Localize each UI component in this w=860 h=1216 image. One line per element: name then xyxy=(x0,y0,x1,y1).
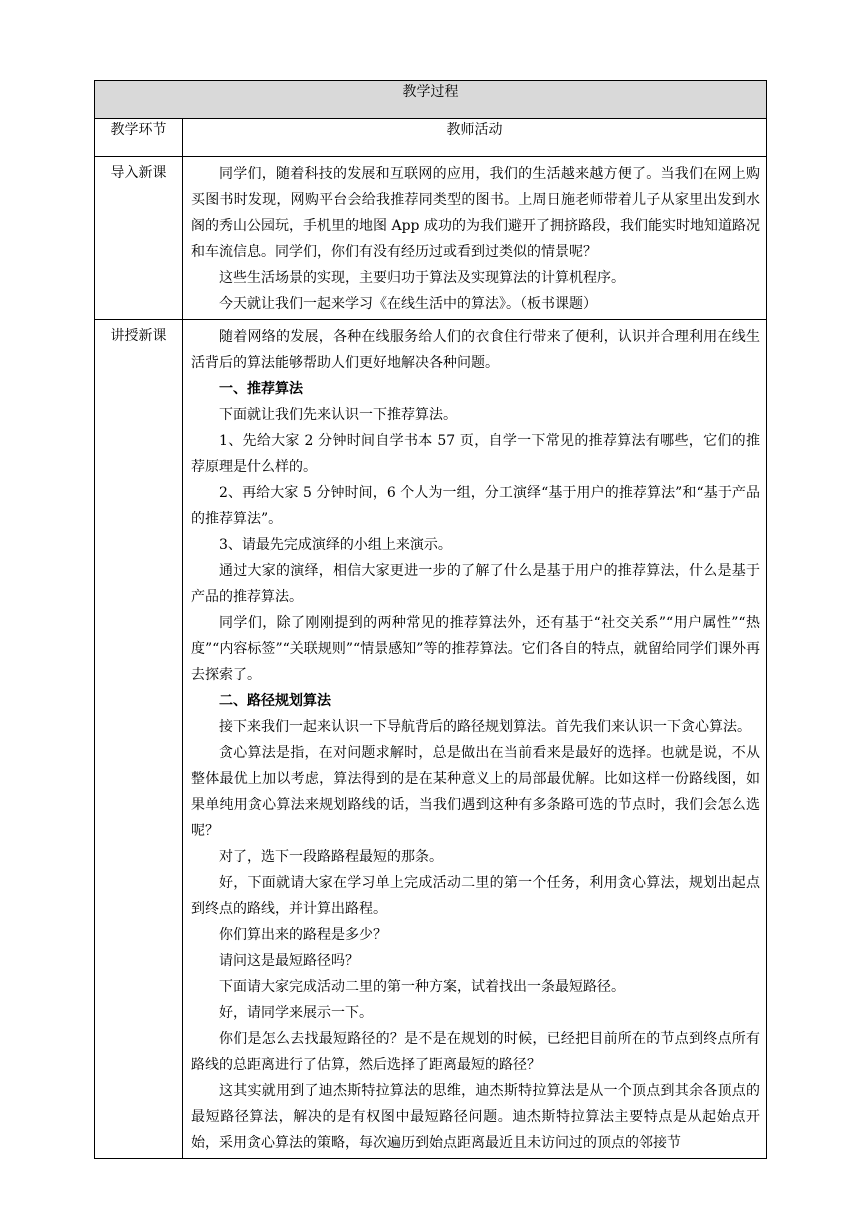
paragraph: 随着网络的发展，各种在线服务给人们的衣食住行带来了便利，认识并合理利用在线生活背后的算法能够帮助人们更好地解决各种问题。 xyxy=(191,329,760,371)
column-header-stage: 教学环节 xyxy=(95,119,183,157)
paragraph: 贪心算法是指，在对问题求解时，总是做出在当前看来是最好的选择。也就是说，不从整体最优上加以考虑，算法得到的是在某种意义上的局部最优解。比如这样一份路线图，如果单纯用贪心算法来规划路线的话，当我们遇到这种有多条路可选的节点时，我们会怎么选呢？ xyxy=(191,745,760,839)
paragraph: 2、再给大家 5 分钟时间，6 个人为一组，分工演绎“基于用户的推荐算法”和“基于产品的推荐算法”。 xyxy=(191,485,760,527)
paragraph: 你们算出来的路程是多少？ xyxy=(219,927,387,943)
column-header-activity: 教师活动 xyxy=(183,119,767,157)
activity-content xyxy=(183,157,767,320)
paragraph: 3、请最先完成演绎的小组上来演示。 xyxy=(219,537,452,553)
table-header-row xyxy=(95,119,767,157)
section-heading: 二、路径规划算法 xyxy=(219,693,331,709)
paragraph: 好，请同学来展示一下。 xyxy=(219,1005,373,1021)
paragraph: 请问这是最短路径吗？ xyxy=(219,953,359,969)
paragraph: 同学们，随着科技的发展和互联网的应用，我们的生活越来越方便了。当我们在网上购买图书时发现，网购平台会给我推荐同类型的图书。上周日施老师带着儿子从家里出发到水阁的秀山公园玩，手机里的地图 App 成功的为我们避开了拥挤路段，我们能实时地知道路况和车流信息。同学们，你们有没有经历过或看到过类似的情景呢？ xyxy=(191,166,760,260)
activity-content xyxy=(183,320,767,1159)
teaching-process-table xyxy=(94,80,767,1159)
section-row-intro xyxy=(95,157,767,320)
table-title: 教学过程 xyxy=(95,81,767,119)
paragraph: 同学们，除了刚刚提到的两种常见的推荐算法外，还有基于“社交关系”“用户属性”“热度”“内容标签”“关联规则”“情景感知”等的推荐算法。它们各自的特点，就留给同学们课外再去探索了。 xyxy=(191,615,760,683)
paragraph: 1、先给大家 2 分钟时间自学书本 57 页，自学一下常见的推荐算法有哪些，它们的推荐原理是什么样的。 xyxy=(191,433,760,475)
paragraph: 好，下面就请大家在学习单上完成活动二里的第一个任务，利用贪心算法，规划出起点到终点的路线，并计算出路程。 xyxy=(191,875,760,917)
stage-label: 讲授新课 xyxy=(95,320,183,1159)
paragraph: 今天就让我们一起来学习《在线生活中的算法》。（板书课题） xyxy=(219,296,597,312)
stage-label: 导入新课 xyxy=(95,157,183,320)
section-heading: 一、推荐算法 xyxy=(219,381,303,397)
paragraph: 下面就让我们先来认识一下推荐算法。 xyxy=(219,407,457,423)
paragraph: 你们是怎么去找最短路径的？是不是在规划的时候，已经把目前所在的节点到终点所有路线的总距离进行了估算，然后选择了距离最短的路径？ xyxy=(191,1031,760,1073)
table-title-row xyxy=(95,81,767,119)
paragraph: 接下来我们一起来认识一下导航背后的路径规划算法。首先我们来认识一下贪心算法。 xyxy=(219,719,751,735)
paragraph: 通过大家的演绎，相信大家更进一步的了解了什么是基于用户的推荐算法，什么是基于产品的推荐算法。 xyxy=(191,563,760,605)
paragraph: 对了，选下一段路路程最短的那条。 xyxy=(219,849,443,865)
paragraph: 这其实就用到了迪杰斯特拉算法的思维，迪杰斯特拉算法是从一个顶点到其余各顶点的最短路径算法，解决的是有权图中最短路径问题。迪杰斯特拉算法主要特点是从起始点开始，采用贪心算法的策略，每次遍历到始点距离最近且未访问过的顶点的邻接节 xyxy=(191,1083,760,1151)
paragraph: 这些生活场景的实现，主要归功于算法及实现算法的计算机程序。 xyxy=(219,270,625,286)
section-row-new-lesson xyxy=(95,320,767,1159)
paragraph: 下面请大家完成活动二里的第一种方案，试着找出一条最短路径。 xyxy=(219,979,625,995)
